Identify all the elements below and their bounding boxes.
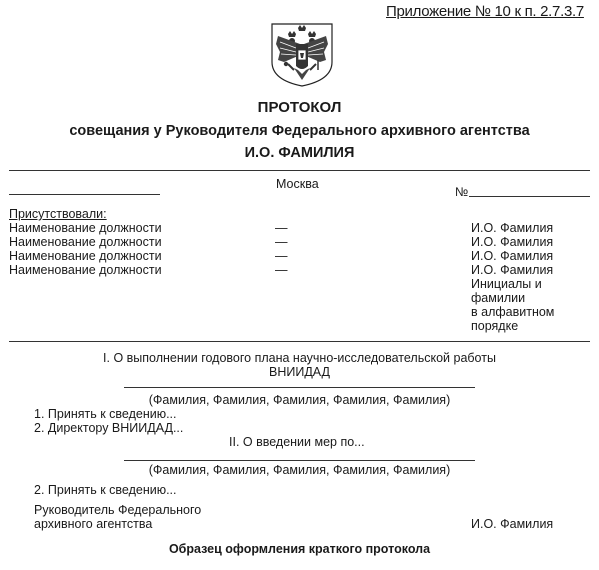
attendee-name: И.О. Фамилия — [471, 249, 554, 263]
attendee-position: Наименование должности — [9, 249, 162, 263]
section-2-speakers: (Фамилия, Фамилия, Фамилия, Фамилия, Фамилия) — [148, 463, 451, 477]
number-label: № — [455, 185, 469, 199]
section-1-item: 2. Директору ВНИИДАД... — [34, 421, 184, 435]
attendee-dash: — — [275, 235, 288, 249]
section-1-speakers: (Фамилия, Фамилия, Фамилия, Фамилия, Фамилия) — [148, 393, 451, 407]
figure-caption: Образец оформления краткого протокола — [168, 542, 431, 556]
signatory-position-cont: архивного агентства — [34, 517, 153, 531]
section-1-speakers-line — [124, 387, 475, 388]
signatory-position: Руководитель Федерального — [34, 503, 202, 517]
attendee-name: И.О. Фамилия — [471, 235, 554, 249]
attendees-separator — [9, 341, 590, 342]
document-title: ПРОТОКОЛ — [257, 99, 342, 116]
appendix-reference: Приложение № 10 к п. 2.7.3.7 — [386, 3, 584, 20]
section-1-title-cont: ВНИИДАД — [268, 365, 331, 379]
attendee-name: И.О. Фамилия — [471, 263, 554, 277]
attendees-heading: Присутствовали: — [9, 207, 107, 221]
attendee-position: Наименование должности — [9, 235, 162, 249]
attendees-note: фамилии — [471, 291, 526, 305]
number-field-line — [469, 196, 590, 197]
coat-of-arms-emblem — [270, 22, 334, 88]
attendee-dash: — — [275, 249, 288, 263]
signatory-name: И.О. Фамилия — [471, 517, 554, 531]
attendees-note: Инициалы и — [471, 277, 542, 291]
document-title-name: И.О. ФАМИЛИЯ — [244, 145, 355, 161]
section-1-item: 1. Принять к сведению... — [34, 407, 177, 421]
section-2-speakers-line — [124, 460, 475, 461]
attendee-dash: — — [275, 221, 288, 235]
date-field-line — [9, 194, 160, 195]
section-2-item: 2. Принять к сведению... — [34, 483, 177, 497]
section-2-title: II. О введении мер по... — [229, 435, 365, 449]
attendees-note: порядке — [471, 319, 519, 333]
attendee-name: И.О. Фамилия — [471, 221, 554, 235]
document-subtitle: совещания у Руководителя Федерального архивного агентства — [69, 123, 530, 139]
attendee-dash: — — [275, 263, 288, 277]
city-label: Москва — [276, 177, 319, 191]
title-separator — [9, 170, 590, 171]
attendee-position: Наименование должности — [9, 263, 162, 277]
attendee-position: Наименование должности — [9, 221, 162, 235]
attendees-note: в алфавитном — [471, 305, 555, 319]
section-1-title: I. О выполнении годового плана научно-исследовательской работы — [103, 351, 496, 365]
